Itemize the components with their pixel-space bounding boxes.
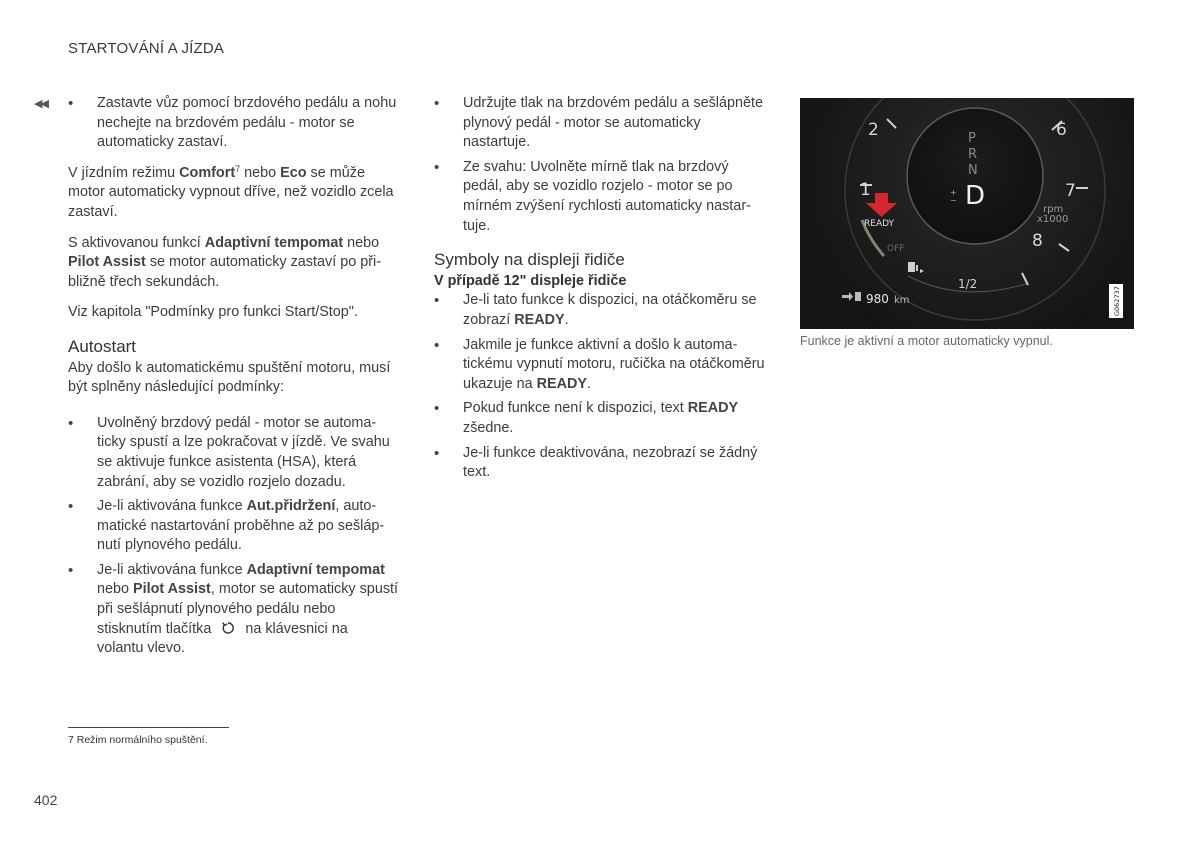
rpm-label-8: 8 [1032, 231, 1043, 251]
list-item: • Je-li funkce deaktivována, nezobrazí se žádný text. [434, 444, 767, 483]
range-unit: km [894, 295, 910, 306]
subheading-12-inch-display: V případě 12" displeje řidiče [434, 272, 627, 289]
gear-d: D [965, 181, 986, 211]
rpm-unit: rpm [1043, 204, 1064, 215]
heading-driver-display-symbols: Symboly na displeji řidiče [434, 250, 625, 270]
rpm-label-1: 1 [860, 180, 871, 200]
bullet-list-ready [434, 291, 767, 482]
gear-r: R [968, 147, 978, 162]
footnote: 7 Režim normálního spuštění. [68, 734, 208, 746]
bullet-list-intro [68, 94, 398, 153]
paragraph-see-chapter: Viz kapitola "Podmínky pro funkci Start/Stop". [68, 304, 358, 321]
list-item: • Pokud funkce není k dispozici, text READY zšedne. [434, 399, 767, 438]
footnote-divider [68, 727, 229, 728]
figure-caption: Funkce je aktivní a motor automaticky vypnul. [800, 334, 1053, 348]
ready-label: READY [864, 219, 895, 229]
page-number: 402 [34, 792, 58, 808]
gear-n: N [968, 163, 978, 178]
paragraph-adaptive-cruise: S aktivovanou funkcí Adaptivní tempomat nebo Pilot Assist se motor automaticky zastaví po přibližně třech sekundách. [68, 234, 381, 290]
paragraph-comfort-eco: V jízdním režimu Comfort$^7$ nebo Eco se může motor automaticky vypnout dříve, než vozidlo zcela zastaví. [68, 163, 394, 220]
list-item: • Je-li aktivována funkce Adaptivní tempomat nebo Pilot Assist, motor se automaticky spustí při sešlápnutí plynového pedálu nebo stisknutím tlačítka na klávesnici na volantu vlevo. [68, 561, 398, 659]
restart-arrow-icon [221, 621, 235, 635]
instrument-cluster-figure [800, 98, 1134, 329]
section-title: STARTOVÁNÍ A JÍZDA [68, 40, 225, 57]
bullet-list-start [434, 94, 767, 236]
list-item: • Je-li tato funkce k dispozici, na otáčkoměru se zobrazí READY. [434, 291, 767, 330]
column-left [68, 94, 398, 670]
rpm-label-7: 7 [1065, 181, 1076, 201]
rpm-label-2: 2 [868, 120, 879, 140]
off-label: OFF [887, 244, 905, 254]
bullet-list-autostart [68, 414, 398, 659]
paragraph-autostart-intro: Aby došlo k automatickému spuštění motoru, musí být splněny následující podmínky: [68, 359, 391, 396]
double-chevron-left-icon[interactable]: ◀◀ [34, 98, 47, 110]
figure-code: G062737 [1113, 286, 1121, 316]
list-item: • Jakmile je funkce aktivní a došlo k automatickému vypnutí motoru, ručička na otáčkoměru ukazuje na READY. [434, 336, 767, 395]
list-item: • Uvolněný brzdový pedál - motor se automaticky spustí a lze pokračovat v jízdě. Ve svahu se aktivuje funkce asistenta (HSA), která zabrání, aby se vozidlo rozjelo dozadu. [68, 414, 398, 492]
list-item: • Zastavte vůz pomocí brzdového pedálu a nohu nechejte na brzdovém pedálu - motor se automaticky zastaví. [68, 94, 398, 153]
gear-p: P [968, 131, 976, 146]
list-item: • Ze svahu: Uvolněte mírně tlak na brzdový pedál, aby se vozidlo rozjelo - motor se po mírném zvýšení rychlosti automaticky nastartuje. [434, 158, 767, 236]
rpm-multiplier: x1000 [1037, 214, 1069, 225]
list-item: • Je-li aktivována funkce Aut.přidržení, automatické nastartování proběhne až po sešlápnutí plynového pedálu. [68, 497, 398, 556]
rpm-label-6: 6 [1056, 120, 1067, 140]
fuel-half-label: 1/2 [958, 277, 978, 291]
column-middle [434, 94, 767, 494]
list-item: • Udržujte tlak na brzdovém pedálu a sešlápněte plynový pedál - motor se automaticky nastartuje. [434, 94, 767, 153]
heading-autostart: Autostart [68, 336, 137, 356]
plus-minus-indicator: + − [950, 188, 957, 205]
range-value: 980 [866, 292, 889, 306]
